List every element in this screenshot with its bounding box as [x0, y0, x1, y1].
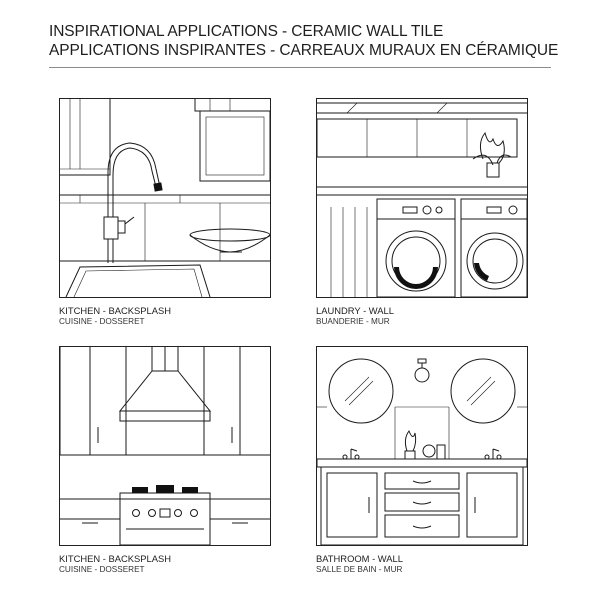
caption-kitchen-2 — [59, 553, 289, 575]
washer-icon — [377, 199, 455, 297]
caption-label: LAUNDRY - WALL — [316, 305, 394, 316]
caption-kitchen-1 — [59, 305, 289, 327]
faucet-left-icon — [343, 449, 359, 459]
countertop-sink — [60, 261, 270, 297]
ceiling-trim — [317, 103, 527, 113]
caption-label: KITCHEN - BACKSPLASH — [59, 305, 172, 316]
plant-icon — [473, 133, 511, 177]
mirror-left-icon — [329, 359, 393, 423]
caption-bathroom — [316, 553, 546, 575]
vanity-cabinet — [321, 467, 523, 545]
illustration-kitchen-sink — [59, 98, 271, 298]
caption-label: BATHROOM - WALL — [316, 553, 403, 564]
title-french: APPLICATIONS INSPIRANTES - CARREAUX MURAUX EN CÉRAMIQUE — [49, 42, 559, 59]
range-hood-icon — [120, 347, 210, 421]
illustration-kitchen-hood — [59, 346, 271, 546]
laundry-shelf — [317, 187, 527, 195]
mirror-right-icon — [451, 359, 515, 423]
header-divider — [49, 67, 551, 68]
upper-cabinet-right — [195, 99, 270, 181]
caption-label: KITCHEN - BACKSPLASH — [59, 553, 172, 564]
lower-cabinets — [60, 499, 270, 523]
wall-tile — [317, 407, 527, 459]
bowl-icon — [190, 229, 270, 252]
faucet-right-icon — [485, 449, 501, 459]
illustration-bathroom — [316, 346, 528, 546]
stove-icon — [120, 485, 210, 545]
decor-plant-icon — [405, 431, 445, 459]
illustration-laundry — [316, 98, 528, 298]
caption-label-fr: CUISINE - DOSSERET — [59, 317, 145, 326]
upper-cabinets-right — [204, 347, 270, 455]
backsplash-tile — [60, 421, 270, 455]
vanity-countertop — [317, 459, 527, 467]
caption-label-fr: BUANDERIE - MUR — [316, 317, 390, 326]
page-header — [49, 22, 559, 60]
title-english: INSPIRATIONAL APPLICATIONS - CERAMIC WALL TILE — [49, 23, 444, 40]
wall-sconce-icon — [415, 359, 429, 382]
caption-label-fr: SALLE DE BAIN - MUR — [316, 565, 403, 574]
caption-label-fr: CUISINE - DOSSERET — [59, 565, 145, 574]
dryer-icon — [461, 199, 527, 297]
caption-laundry — [316, 305, 546, 327]
upper-cabinet-left — [60, 99, 110, 175]
wall-panels — [331, 207, 367, 297]
upper-cabinets-left — [60, 347, 126, 455]
